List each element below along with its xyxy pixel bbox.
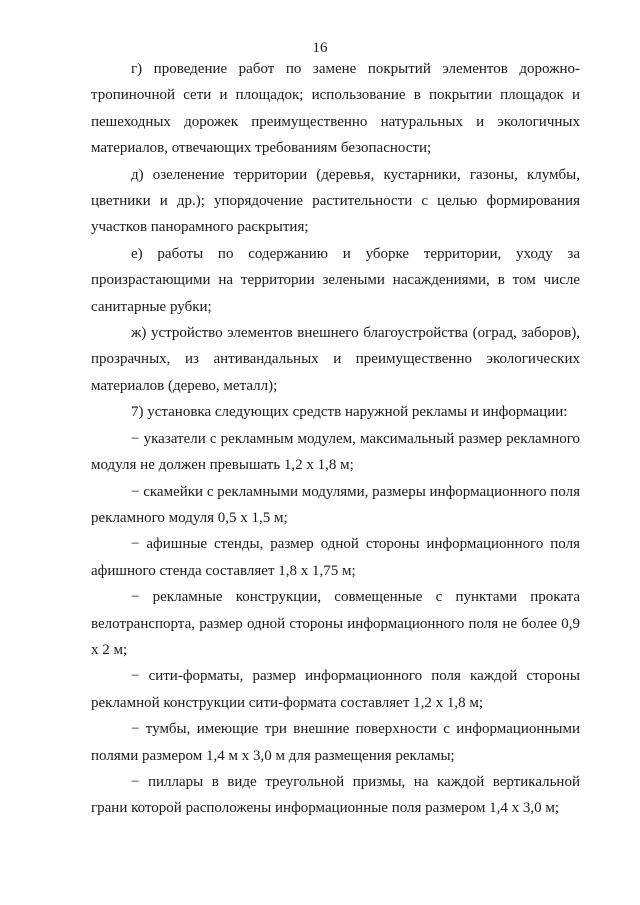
list-item-pointers: − указатели с рекламным модулем, максимальный размер рекламного модуля не должен превышать 1,2 х 1,8 м; <box>91 430 580 474</box>
page-number: 16 <box>312 40 328 56</box>
paragraph-g: г) проведение работ по замене покрытий элементов дорожно-тропиночной сети и площадок; использование в покрытии площадок и пешеходных дорожек преимущественно натуральных и экологичных материалов, отвечающих требованиям безопасности; <box>91 61 580 157</box>
list-item-benches: − скамейки с рекламными модулями, размеры информационного поля рекламного модуля 0,5 х 1,5 м; <box>91 483 580 526</box>
list-item-pillars: − пиллары в виде треугольной призмы, на каждой вертикальной грани которой расположены информационные поля размером 1,4 х 3,0 м; <box>91 773 580 817</box>
paragraph-d: д) озеленение территории (деревья, кустарники, газоны, клумбы, цветники и др.); упорядочение растительности с целью формирования участков панорамного раскрытия; <box>91 166 580 236</box>
list-item-poster-stands: − афишные стенды, размер одной стороны информационного поля афишного стенда составляет 1,8 х 1,75 м; <box>91 536 580 579</box>
list-item-city-formats: − сити-форматы, размер информационного поля каждой стороны рекламной конструкции сити-формата составляет 1,2 х 1,8 м; <box>91 668 580 711</box>
list-item-bike-rental-ads: − рекламные конструкции, совмещенные с пунктами проката велотранспорта, размер одной стороны информационного поля не более 0,9 х 2 м; <box>91 589 580 658</box>
paragraph-item-7: 7) установка следующих средств наружной рекламы и информации: <box>131 404 568 421</box>
document-body <box>91 56 580 822</box>
paragraph-e: е) работы по содержанию и уборке территории, уходу за произрастающими на территории зелеными насаждениями, в том числе санитарные рубки; <box>91 245 580 315</box>
paragraph-zh: ж) устройство элементов внешнего благоустройства (оград, заборов), прозрачных, из антивандальных и преимущественно экологических материалов (дерево, металл); <box>91 325 580 394</box>
list-item-pedestals: − тумбы, имеющие три внешние поверхности с информационными полями размером 1,4 м х 3,0 м для размещения рекламы; <box>91 721 580 764</box>
